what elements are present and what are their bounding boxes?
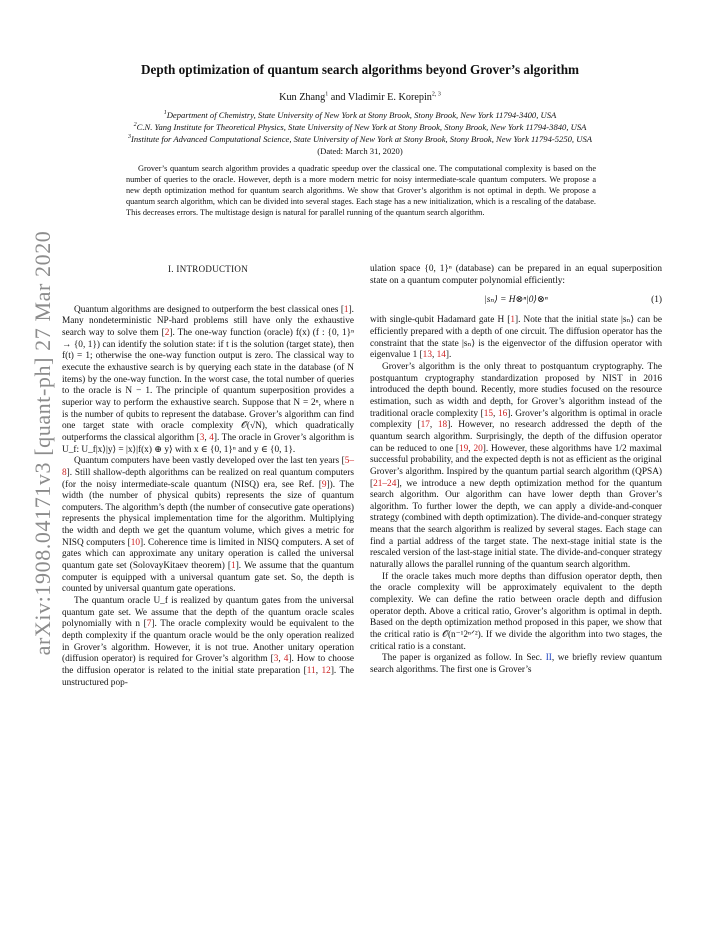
affiliation-mark: 2	[133, 122, 137, 129]
affiliation	[0, 122, 720, 133]
citation-link[interactable]: 1	[343, 304, 349, 315]
author-line	[0, 92, 720, 103]
citation-link[interactable]: 9	[321, 479, 327, 490]
citation-link[interactable]: 5–8	[62, 456, 354, 478]
citation-link[interactable]: 14	[436, 350, 446, 361]
text: Grover’s algorithm is the only threat to postquantum cryptography. The postquantum cryptography standardization proposed by NIST in 2016 introduced the depth bound. Recently, more studies focused on the resource estimation, such as width and depth, for Grover’s algorithm instead of the traditional oracle complexity [	[370, 361, 662, 419]
text: ,	[493, 408, 498, 419]
text: Quantum algorithms are designed to outperform the best classical ones [	[74, 304, 344, 315]
citation-link[interactable]: 17	[420, 420, 430, 431]
text: ]. Still shallow-depth algorithms can be realized on real quantum computers (for the noisy intermediate-scale quantum (NISQ) era, see Ref. [	[62, 467, 354, 490]
paragraph	[370, 264, 662, 287]
text: ], we introduce a new depth optimization method for the quantum search algorithm. Our algorithm can have lower depth than Grover’s algorithm. To further lower the depth, we can apply a divide-and-conquer strategy (combined with depth optimization). The divide-and-conquer strategy means that the search algorithm is realized by several stages. Each stage can find a partial address of the target state. The next-stage initial state is the rescaled version of the last-stage initial state. The divide-and-conquer strategy naturally allows the parallel running of the quantum search algorithm.	[370, 478, 662, 571]
affiliation-mark: 1	[163, 110, 167, 117]
author-affiliation-mark: 1	[325, 91, 329, 98]
text: ,	[278, 654, 284, 665]
dated-line: (Dated: March 31, 2020)	[317, 146, 403, 156]
section-link[interactable]: II	[545, 653, 552, 664]
text: ]. How to choose the diffusion operator is related to the initial state preparation [	[62, 654, 354, 676]
text: with single-qubit Hadamard gate H [	[370, 315, 511, 326]
citation-link[interactable]: 1	[510, 315, 516, 326]
text: ,	[204, 432, 210, 443]
text: The quantum oracle U_f is realized by quantum gates from the universal quantum gate set. We assume that the depth of the quantum oracle scales polynomially with n [	[62, 596, 354, 630]
citation-link[interactable]: 4	[283, 654, 289, 665]
text: ]. However, these algorithms have 1/2 maximal successful probability, and the expected depth is not as efficient as the original Grover’s algorithm. Inspired by the quantum partial search algorithm (QPSA) [	[370, 443, 662, 489]
text: ].	[445, 350, 452, 361]
citation-link[interactable]: 15	[483, 408, 494, 419]
equation-1	[370, 287, 662, 315]
affiliation-text: Institute for Advanced Computational Science, State University of New York at Stony Brook, Stony Brook, New York 11794-5250, USA	[131, 134, 592, 144]
citation-link[interactable]: 12	[321, 666, 331, 676]
citation-link[interactable]: 3	[273, 654, 279, 665]
author-affiliation-mark: 2, 3	[431, 91, 441, 98]
text: ]). The width (the number of physical qubits) represents the size of quantum computers. The algorithm’s depth (the number of consecutive gate operations) represents the physical implementation time for the algorithm. Multiplying the width and depth we get the quantum volume, which gives a metric for NISQ computers [	[62, 479, 354, 548]
text: ]. Note that the initial state |sₙ⟩ can be efficiently prepared with a depth of one circuit. The diffusion operator has the constraint that the state |sₙ⟩ is the eigenvector of the diffusion operator with eigenvalue 1 [	[370, 315, 663, 361]
paragraph	[370, 315, 662, 362]
text: ,	[315, 666, 322, 676]
author-separator: and	[328, 92, 348, 103]
affiliation	[0, 110, 720, 121]
text: , we briefly review quantum search algorithms. The first one is Grover’s	[370, 653, 662, 675]
author-name: Vladimir E. Korepin	[347, 92, 432, 103]
citation-link[interactable]: 20	[473, 443, 483, 454]
right-column	[370, 264, 662, 677]
text: ,	[431, 350, 437, 361]
paragraph	[62, 305, 354, 457]
citation-link[interactable]: 16	[497, 408, 508, 419]
paragraph	[62, 596, 354, 689]
citation-link[interactable]: 21–24	[373, 478, 397, 489]
text: ]. Grover’s algorithm is optimal in oracle complexity [	[370, 408, 662, 431]
citation-link[interactable]: 18	[437, 420, 448, 431]
equation-number: (1)	[651, 295, 662, 306]
text: ]. We assume that the quantum computer is equipped with a universal quantum gate set. So, the depth is counted by universal quantum gate operations.	[62, 561, 354, 595]
citation-link[interactable]: 2	[164, 327, 170, 338]
text: ,	[468, 443, 474, 454]
citation-link[interactable]: 7	[146, 619, 152, 630]
text: The paper is organized as follow. In Sec.	[382, 653, 546, 664]
equation-body: |sₙ⟩ = H⊗ⁿ|0⟩⊗ⁿ	[484, 295, 548, 306]
paragraph	[62, 456, 354, 596]
text: ,	[429, 420, 438, 431]
text: ]. Many nondeterministic NP-hard problems still have only the exhaustive search way to solve them [	[62, 304, 354, 338]
citation-link[interactable]: 1	[231, 561, 236, 572]
text: If the oracle takes much more depths than diffusion operator depth, then the oracle complexity will be approximately equivalent to the depth complexity. We can define the ratio between oracle depth and diffusion operator depth. Above a critical ratio, Grover’s algorithm is optimal in depth. Based on the depth optimization method proposed in this paper, we show that the critical ratio is 𝒪(n⁻¹2ⁿᐟ²). If we divide the algorithm into two stages, the critical ratio is a constant.	[370, 571, 662, 652]
text: ]. Coherence time is limited in NISQ computers. A set of gates which can approximate any unitary operation is called the universal quantum gate set (SolovayKitaev theorem) [	[62, 537, 354, 572]
text: ]. The one-way function (oracle) f(x) (f : {0, 1}ⁿ → {0, 1}) can identify the solution state: if t is the solution (target state), then f(t) = 1; otherwise the one-way function output is zero. The classical way to execute the exhaustive search is by querying each state in the database (of N items) by the one-way function. In the worst case, the total number of queries to the oracle is N − 1. The principle of quantum superposition provides a superior way to perform the exhaustive search. Suppose that N = 2ⁿ, where n is the number of qubits to represent the database. Grover’s algorithm can find one target state with oracle complexity 𝒪(√N), which quadratically outperforms the classical algorithm [	[62, 327, 354, 443]
affiliation	[0, 134, 720, 145]
citation-link[interactable]: 13	[422, 350, 432, 361]
paper-title: Depth optimization of quantum search algorithms beyond Grover’s algorithm	[140, 62, 580, 77]
citation-link[interactable]: 19	[459, 443, 469, 454]
citation-link[interactable]: 4	[209, 432, 214, 443]
author-name: Kun Zhang	[279, 92, 326, 103]
paragraph	[370, 362, 662, 572]
text: Quantum computers have been vastly developed over the last ten years [	[74, 456, 345, 467]
affiliation-text: C.N. Yang Institute for Theoretical Physics, State University of New York at Stony Brook, Stony Brook, New York 11794-3840, USA	[136, 122, 587, 132]
citation-link[interactable]: 3	[199, 432, 205, 443]
left-column	[62, 264, 354, 689]
abstract: Grover’s quantum search algorithm provides a quadratic speedup over the classical one. The computational complexity is based on the number of queries to the oracle. However, depth is a more modern metric for noisy intermediate-scale quantum computers. We propose a new depth optimization method for quantum search algorithms. We show that Grover’s algorithm is not optimal in depth. We propose a quantum search algorithm, which can be divided into several stages. Each stage has a new initialization, which is a rescaling of the database. This decreases errors. The multistage design is natural for parallel running of the quantum search algorithm.	[126, 164, 596, 217]
text: ]. The oracle in Grover’s algorithm is U_f: U_f|x⟩|y⟩ = |x⟩|f(x) ⊕ y⟩ with x ∈ {0, 1}ⁿ and y ∈ {0, 1}.	[62, 432, 354, 455]
arxiv-stamp: arXiv:1908.04171v3 [quant-ph] 27 Mar 2020	[30, 230, 55, 656]
text: ]. The oracle complexity would be equivalent to the depth complexity if the quantum oracle would be the only operation realized in Grover’s algorithm. However, it is not true. Another unitary operation (diffusion operator) is required for Grover’s algorithm [	[62, 619, 354, 665]
paragraph	[370, 572, 662, 654]
paragraph	[370, 653, 662, 676]
text: ]. However, no research addressed the depth of the quantum search algorithm. Surprisingly, the depth of the diffusion operator can be reduced to one [	[370, 420, 662, 454]
affiliation-mark: 3	[128, 134, 131, 141]
citation-link[interactable]: 10	[130, 537, 141, 548]
text: ]. The unstructured pop-	[62, 666, 354, 688]
text: ulation space {0, 1}ⁿ (database) can be prepared in an equal superposition state on a quantum computer polynomial efficiently:	[370, 264, 662, 286]
affiliation-text: Department of Chemistry, State University of New York at Stony Brook, Stony Brook, New York 11794-3400, USA	[166, 110, 557, 120]
citation-link[interactable]: 11	[306, 666, 316, 676]
section-heading: I. INTRODUCTION	[168, 264, 248, 274]
